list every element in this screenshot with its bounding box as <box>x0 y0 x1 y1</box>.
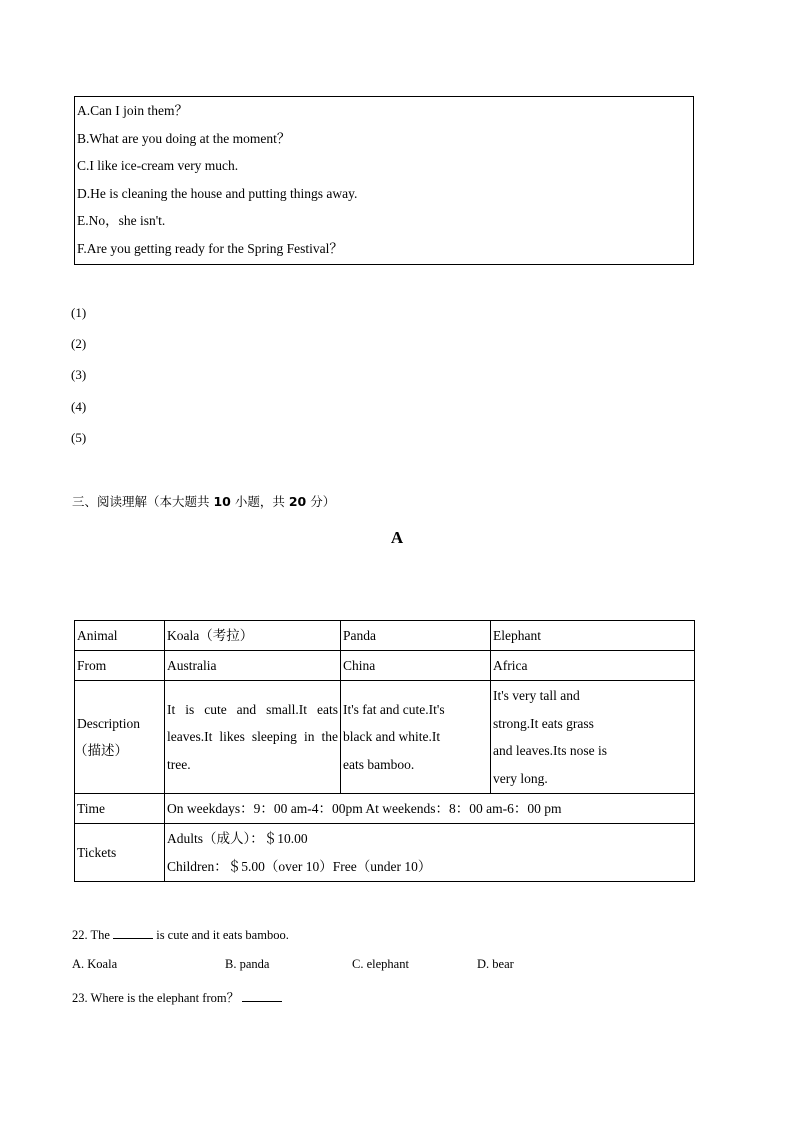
options-box <box>74 96 694 265</box>
q22-blank <box>113 926 153 939</box>
blank-2: (2) <box>71 336 87 352</box>
part-title: A <box>390 528 404 547</box>
q22-choice-c: C. elephant <box>352 957 409 971</box>
q22-choice-d: D. bear <box>477 957 514 971</box>
panda-line-2: black and white.It <box>343 729 441 745</box>
section-count: 10 <box>213 494 231 509</box>
section-middle: 小题，共 <box>230 494 289 509</box>
cell-description-koala: It is cute and small.It eats leaves.It likes sleeping in the tree. <box>165 681 341 794</box>
table-row-time <box>75 794 695 824</box>
tickets-children: Children：＄5.00（over 10）Free（under 10） <box>167 858 432 874</box>
section-points: 20 <box>288 494 307 509</box>
option-a: A.Can I join them？ <box>77 103 188 118</box>
option-d: D.He is cleaning the house and putting things away. <box>77 185 358 201</box>
cell-elephant: Elephant <box>491 621 695 651</box>
description-label-cn: （描述） <box>74 743 128 758</box>
option-e: E.No，she isn't. <box>77 213 166 229</box>
section-heading <box>72 492 335 510</box>
cell-tickets-label: Tickets <box>75 824 165 882</box>
q22-number: 22. <box>72 928 88 942</box>
q22-choice-a: A. Koala <box>72 957 118 971</box>
blank-5: (5) <box>71 429 87 445</box>
q23-number: 23. <box>72 991 88 1005</box>
description-label: Description <box>77 715 140 731</box>
option-c: C.I like ice-cream very much. <box>77 158 239 174</box>
q22-text-after: is cute and it eats bamboo. <box>153 928 289 942</box>
cell-animal-label: Animal <box>75 621 165 651</box>
cell-from-panda: China <box>341 651 491 681</box>
question-23 <box>72 988 282 1006</box>
cell-description-elephant <box>491 681 695 794</box>
q22-choice-b: B. panda <box>225 957 270 971</box>
cell-from-elephant: Africa <box>491 651 695 681</box>
panda-line-1: It's fat and cute.It's <box>343 701 445 717</box>
elephant-line-2: strong.It eats grass <box>493 715 594 731</box>
blank-4: (4) <box>71 398 87 414</box>
question-22 <box>72 926 289 943</box>
cell-description-panda <box>341 681 491 794</box>
table-row-description <box>75 681 695 794</box>
table-row-header <box>75 621 695 651</box>
q22-text-before: The <box>87 928 114 942</box>
cell-tickets-value <box>165 824 695 882</box>
tickets-adults: Adults（成人）：＄10.00 <box>167 831 308 846</box>
elephant-line-3: and leaves.Its nose is <box>493 743 607 758</box>
elephant-line-4: very long. <box>493 770 548 786</box>
table-row-from <box>75 651 695 681</box>
cell-time-value: On weekdays：9：00 am-4：00pm At weekends：8：00 am-6：00 pm <box>165 794 695 824</box>
section-prefix: 三、阅读理解（本大题共 <box>72 494 214 509</box>
cell-from-label: From <box>75 651 165 681</box>
cell-koala: Koala（考拉） <box>165 621 341 651</box>
answer-blanks <box>71 304 86 460</box>
option-b: B.What are you doing at the moment？ <box>77 130 291 146</box>
blank-3: (3) <box>71 367 87 383</box>
cell-from-koala: Australia <box>165 651 341 681</box>
elephant-line-1: It's very tall and <box>493 688 580 703</box>
animal-info-table <box>74 620 695 882</box>
cell-time-label: Time <box>75 794 165 824</box>
q23-text: Where is the elephant from？ <box>87 991 240 1005</box>
q23-blank <box>242 989 282 1002</box>
blank-1: (1) <box>71 305 87 320</box>
cell-panda: Panda <box>341 621 491 651</box>
cell-description-label <box>75 681 165 794</box>
q22-choices <box>72 957 712 977</box>
option-f: F.Are you getting ready for the Spring Festival？ <box>77 240 343 256</box>
section-suffix: 分） <box>306 494 336 509</box>
table-row-tickets <box>75 824 695 882</box>
panda-line-3: eats bamboo. <box>343 756 415 772</box>
